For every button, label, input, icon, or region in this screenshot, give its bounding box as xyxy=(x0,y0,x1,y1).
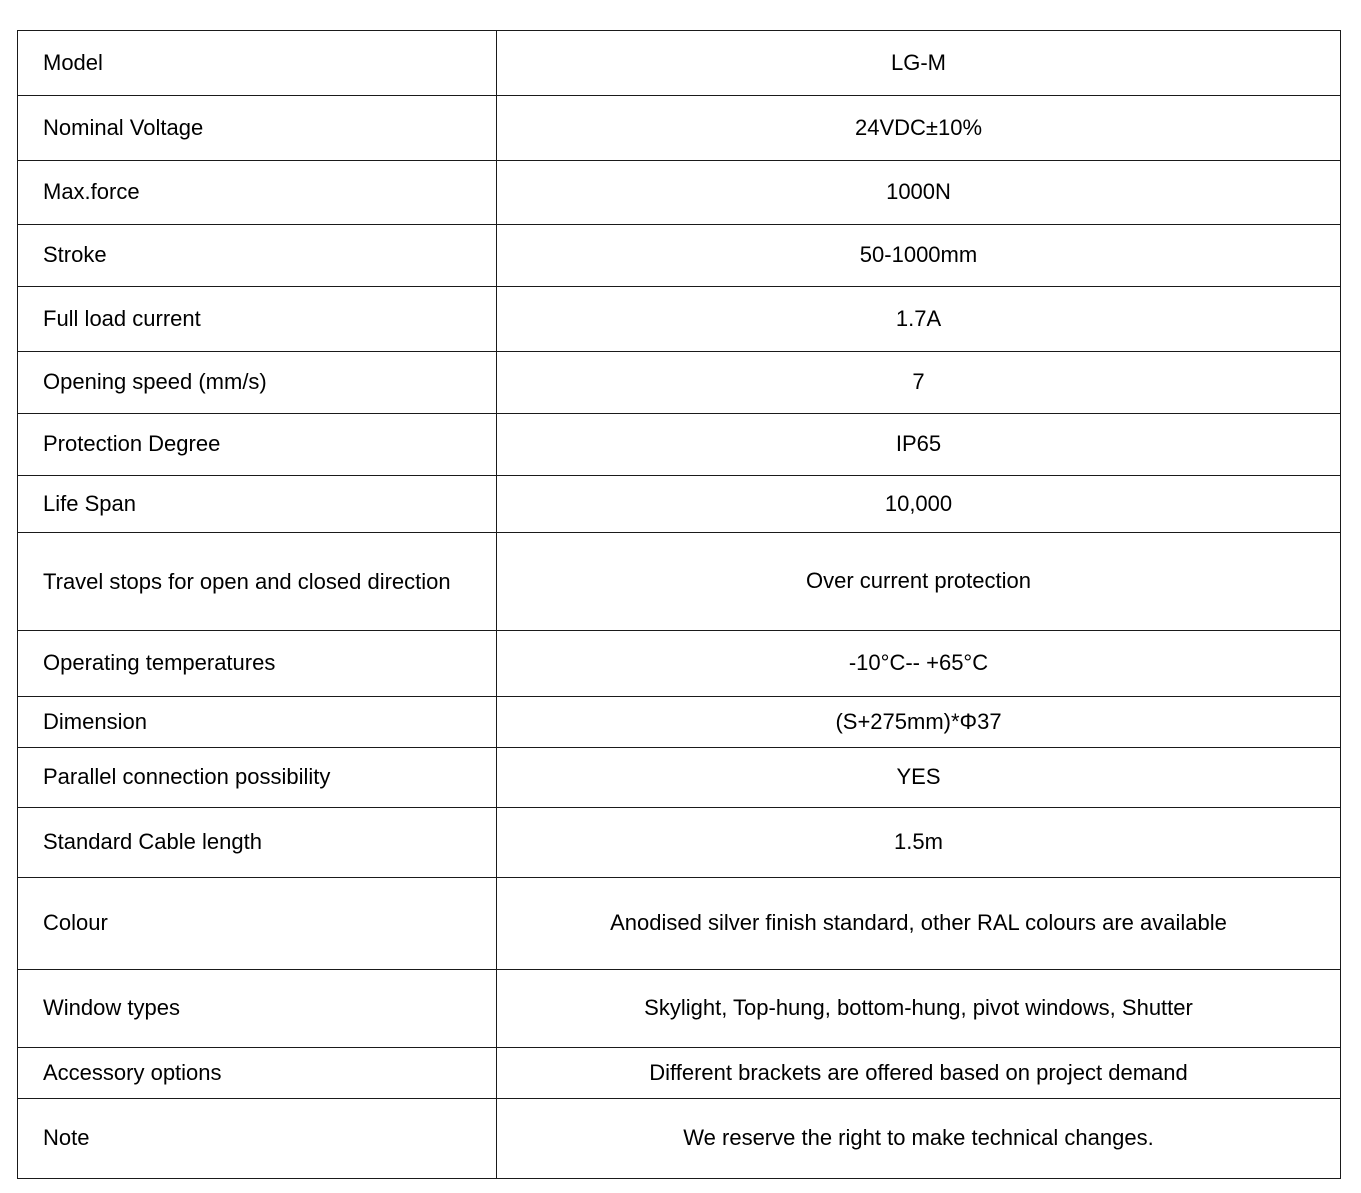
row-label: Parallel connection possibility xyxy=(18,748,497,808)
row-label: Accessory options xyxy=(18,1048,497,1099)
table-row xyxy=(18,1099,1341,1179)
row-value: Anodised silver finish standard, other RAL colours are available xyxy=(497,878,1341,970)
row-label: Dimension xyxy=(18,697,497,748)
row-label: Note xyxy=(18,1099,497,1179)
spec-table xyxy=(17,30,1341,1179)
table-row xyxy=(18,161,1341,225)
table-row xyxy=(18,748,1341,808)
row-value: Different brackets are offered based on project demand xyxy=(497,1048,1341,1099)
row-value: YES xyxy=(497,748,1341,808)
row-value: Over current protection xyxy=(497,533,1341,631)
table-row xyxy=(18,970,1341,1048)
row-value: 1.7A xyxy=(497,287,1341,352)
table-row xyxy=(18,287,1341,352)
row-value: 24VDC±10% xyxy=(497,96,1341,161)
row-value: 7 xyxy=(497,352,1341,414)
row-value: 1.5m xyxy=(497,808,1341,878)
row-value: 10,000 xyxy=(497,476,1341,533)
row-value: IP65 xyxy=(497,414,1341,476)
row-value: 50-1000mm xyxy=(497,225,1341,287)
row-label: Window types xyxy=(18,970,497,1048)
row-label: Colour xyxy=(18,878,497,970)
table-row xyxy=(18,96,1341,161)
row-label: Full load current xyxy=(18,287,497,352)
row-label: Protection Degree xyxy=(18,414,497,476)
table-row xyxy=(18,1048,1341,1099)
row-label: Max.force xyxy=(18,161,497,225)
row-value: Skylight, Top-hung, bottom-hung, pivot windows, Shutter xyxy=(497,970,1341,1048)
table-row xyxy=(18,225,1341,287)
row-label: Nominal Voltage xyxy=(18,96,497,161)
row-value: We reserve the right to make technical changes. xyxy=(497,1099,1341,1179)
table-row xyxy=(18,878,1341,970)
row-value: -10°C-- +65°C xyxy=(497,631,1341,697)
table-row xyxy=(18,31,1341,96)
row-label: Model xyxy=(18,31,497,96)
row-label: Standard Cable length xyxy=(18,808,497,878)
row-label: Operating temperatures xyxy=(18,631,497,697)
table-row xyxy=(18,352,1341,414)
table-row xyxy=(18,533,1341,631)
table-row xyxy=(18,808,1341,878)
row-value: 1000N xyxy=(497,161,1341,225)
table-row xyxy=(18,476,1341,533)
row-label: Opening speed (mm/s) xyxy=(18,352,497,414)
row-label: Life Span xyxy=(18,476,497,533)
row-label: Stroke xyxy=(18,225,497,287)
table-row xyxy=(18,414,1341,476)
row-value: (S+275mm)*Φ37 xyxy=(497,697,1341,748)
row-label: Travel stops for open and closed direction xyxy=(18,533,497,631)
table-row xyxy=(18,697,1341,748)
row-value: LG-M xyxy=(497,31,1341,96)
table-row xyxy=(18,631,1341,697)
